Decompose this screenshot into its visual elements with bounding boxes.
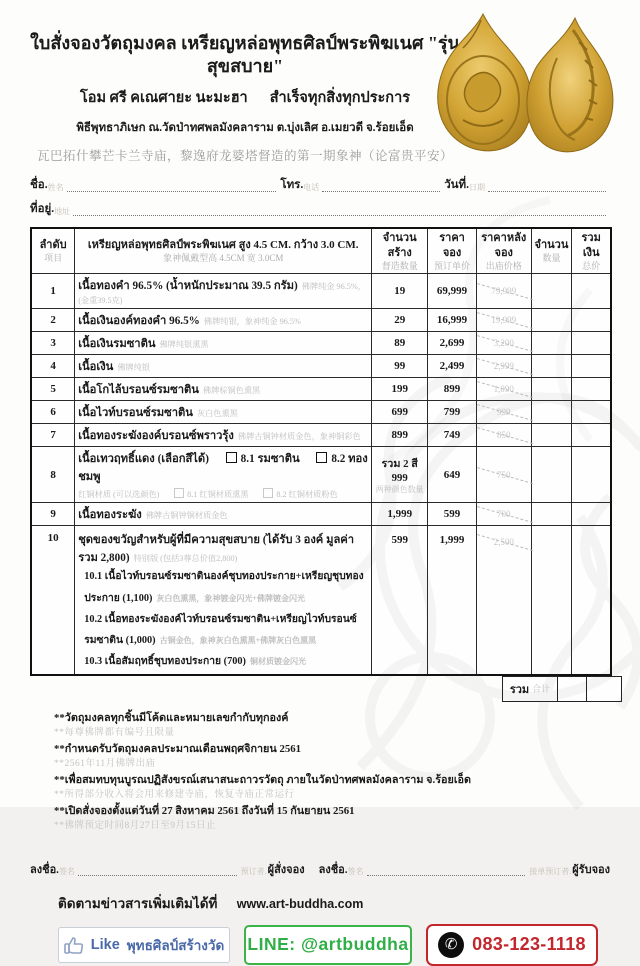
after-price: 1,090 — [493, 384, 514, 395]
col-count: จำนวน — [534, 239, 569, 252]
receiver-signature-input[interactable] — [367, 863, 526, 876]
address-label: ที่อยู่. — [30, 203, 55, 215]
checkbox-8-1[interactable] — [226, 452, 237, 463]
table-row — [31, 274, 611, 309]
after-price: 2,999 — [493, 361, 514, 372]
made-quantity: 99 — [372, 355, 428, 378]
gift-subitem-1-cn: 灰白色熏黑，象神镀金闪光+佛牌镀金闪光 — [156, 593, 305, 603]
booking-price: 2,699 — [428, 332, 477, 355]
total-amount-cell[interactable] — [572, 355, 611, 378]
made-quantity: 1,999 — [372, 503, 428, 526]
total-amount-cell[interactable] — [572, 378, 611, 401]
sign-label-cn: 签名 — [347, 866, 364, 876]
mantra-line — [30, 86, 460, 109]
option-8-1-label: 8.1 รมซาติน — [240, 453, 300, 466]
name-input[interactable] — [67, 177, 277, 192]
like-label: Like — [90, 936, 120, 953]
item-description-cn: 佛牌纯银熏黑 — [159, 340, 209, 350]
phone-input[interactable] — [322, 177, 440, 192]
item-description: เนื้อทองระฆังองค์บรอนซ์พราวรุ้ง — [78, 430, 234, 443]
facebook-like-button[interactable] — [58, 927, 230, 963]
booking-price: 1,999 — [428, 526, 477, 675]
option-8-2-label: 8.2 ทองชมพู — [78, 453, 368, 484]
item-description-cn: 佛牌古铜钟铜材质金色 — [145, 511, 228, 521]
gift-subitem-1: 10.1 เนื้อไวท์บรอนซ์รมซาตินองค์ชุบทองประกาย+เหรียญชุบทองประกาย (1,100) — [84, 571, 364, 604]
gift-subitem-2-cn: 古铜金色，象神灰白色熏黑+佛牌灰白色熏黑 — [159, 635, 317, 645]
date-label: วันที่. — [444, 179, 469, 191]
grand-total-amount-cell[interactable] — [587, 676, 622, 702]
note-cn: **佛牌预定时间8月27日至9月15日止 — [54, 820, 217, 831]
orderer-label: ผู้สั่งจอง — [267, 863, 305, 876]
line-contact-button[interactable] — [244, 925, 412, 965]
col-desc-cn: 象神佩戴型高 4.5CM 宽 3.0CM — [163, 253, 284, 264]
gift-subitem-3-cn: 铜材质镀金闪光 — [249, 656, 306, 666]
after-price: 850 — [496, 430, 511, 441]
item-description-cn: 佛牌纯金 96.5%，(金重39.5克) — [78, 282, 366, 306]
col-desc: เหรียญหล่อพุทธศิลป์พระพิฆเนศ สูง 4.5 CM. กว้าง 3.0 CM. — [87, 239, 359, 252]
grand-total-label: รวม — [509, 683, 530, 696]
grand-total-row — [502, 676, 622, 702]
after-price: 19,999 — [491, 315, 517, 326]
checkbox-8-2-cn[interactable] — [263, 488, 273, 498]
col-no-cn: 项目 — [44, 253, 63, 264]
booking-price: 2,499 — [428, 355, 477, 378]
after-price: 700 — [496, 509, 511, 520]
order-quantity-cell[interactable] — [531, 526, 572, 675]
order-table — [30, 227, 612, 676]
name-phone-date-row — [30, 174, 610, 194]
address-row — [30, 198, 610, 218]
table-row — [31, 355, 611, 378]
item-description-cn: 佛牌棕铜色熏黑 — [202, 386, 261, 396]
amulet-images — [423, 8, 628, 166]
item-description: เนื้อทองระฆัง — [78, 509, 142, 522]
total-amount-cell[interactable] — [572, 274, 611, 309]
order-quantity-cell[interactable] — [531, 378, 572, 401]
total-amount-cell[interactable] — [572, 401, 611, 424]
sign-label-cn: 签名 — [58, 866, 75, 876]
gift-subitem-3: 10.3 เนื้อสัมฤทธิ์ชุบทองประกาย (700) — [84, 655, 246, 667]
date-label-cn: 日期 — [469, 183, 485, 192]
mantra-text: โอม ศรี คเณศายะ นะมะฮา — [79, 90, 248, 106]
after-price: 3,200 — [493, 338, 514, 349]
total-amount-cell[interactable] — [572, 526, 611, 675]
sign-label: ลงชื่อ. — [30, 863, 59, 876]
name-label-cn: 姓名 — [47, 183, 64, 192]
phone-icon: ✆ — [438, 932, 464, 958]
note-cn: **每尊佛牌都有编号且限量 — [54, 728, 175, 739]
col-made: จำนวนสร้าง — [382, 232, 417, 259]
item-number: 1 — [31, 274, 75, 309]
table-row — [31, 309, 611, 332]
note-th: **เปิดสั่งจองตั้งแต่วันที่ 27 สิงหาคม 2561 ถึงวันที่ 15 กันยายน 2561 — [54, 804, 355, 817]
item-number: 7 — [31, 424, 75, 447]
note-th: **กำหนดรับวัตถุมงคลประมาณเดือนพฤศจิกายน 2561 — [54, 742, 302, 755]
item-number: 2 — [31, 309, 75, 332]
order-quantity-cell[interactable] — [531, 309, 572, 332]
made-quantity: 89 — [372, 332, 428, 355]
grand-total-label-cn: 合计 — [532, 684, 551, 695]
signature-row — [30, 860, 610, 878]
blessing-text: สำเร็จทุกสิ่งทุกประการ — [269, 90, 411, 106]
checkbox-8-1-cn[interactable] — [174, 488, 184, 498]
total-amount-cell[interactable] — [572, 424, 611, 447]
item-description-cn: 佛牌古铜钟材质金色，象神铜彩色 — [237, 432, 361, 442]
item-description: เนื้อเงิน — [78, 361, 114, 374]
form-header — [30, 0, 610, 170]
item-description-cn: 佛牌纯银，象神纯金 96.5% — [203, 317, 301, 327]
item-description-cn: 佛牌纯银 — [117, 363, 151, 373]
col-price: ราคาจอง — [439, 232, 465, 259]
col-count-cn: 数量 — [542, 253, 561, 264]
table-row — [31, 332, 611, 355]
gift-subitem-2: 10.2 เนื้อทองระฆังองค์ไวท์บรอนซ์รมซาติน+เหรียญไวท์บรอนซ์รมซาติน (1,000) — [84, 613, 357, 646]
col-price-cn: 预订单价 — [434, 260, 471, 271]
receiver-label: ผู้รับจอง — [572, 863, 610, 876]
booking-price: 69,999 — [428, 274, 477, 309]
total-amount-cell[interactable] — [572, 503, 611, 526]
item-number: 10 — [31, 526, 75, 675]
item-number: 6 — [31, 401, 75, 424]
address-label-cn: 地址 — [54, 207, 71, 216]
order-quantity-cell[interactable] — [531, 274, 572, 309]
order-quantity-cell[interactable] — [531, 503, 572, 526]
after-price: 999 — [496, 407, 511, 418]
made-quantity: 899 — [372, 424, 428, 447]
booking-price: 16,999 — [428, 309, 477, 332]
like-page-name: พุทธศิลป์สร้างวัด — [126, 937, 225, 953]
ceremony-line-chinese: 瓦巴拓什攀芒卡兰寺庙，黎逸府龙婆塔督造的第一期象神（论富贵平安） — [36, 149, 453, 163]
order-quantity-cell[interactable] — [531, 332, 572, 355]
total-amount-cell[interactable] — [572, 332, 611, 355]
website-link[interactable]: www.art-buddha.com — [236, 896, 364, 911]
ceremony-line: พิธีพุทธาภิเษก ณ.วัดป่าทศพลมังคลาราม ต.บุ่งเลิศ อ.เมยวดี จ.ร้อยเอ็ด — [76, 122, 414, 134]
table-header-row — [31, 228, 611, 274]
page-title: ใบสั่งจองวัตถุมงคล เหรียญหล่อพุทธศิลป์พระพิฆเนศ "รุ่นสุขสบาย" — [30, 33, 460, 76]
total-amount-cell[interactable] — [572, 309, 611, 332]
notes-section — [54, 710, 610, 834]
follow-text: ติดตามข่าวสารเพิ่มเติมได้ที่ — [58, 895, 218, 911]
col-total: รวมเงิน — [581, 232, 601, 259]
col-total-cn: 总价 — [582, 260, 601, 271]
item-description-cn: 灰白色熏黑 — [196, 409, 238, 419]
item-description: เนื้อไวท์บรอนซ์รมซาติน — [78, 407, 193, 420]
after-price: 79,999 — [491, 286, 517, 297]
item-description: เนื้อเงินรมซาติน — [78, 338, 156, 351]
made-quantity: 29 — [372, 309, 428, 332]
thumbs-up-icon — [64, 936, 84, 954]
phone-label-cn: 电话 — [303, 183, 320, 192]
item-description: เนื้อเงินองค์ทองคำ 96.5% — [78, 315, 200, 328]
booking-price: 899 — [428, 378, 477, 401]
table-row — [31, 378, 611, 401]
footer-section — [30, 892, 610, 966]
item-description: ชุดของขวัญสำหรับผู้ที่มีความสุขสบาย (ได้รับ 3 องค์ มูลค่ารวม 2,800) — [78, 534, 355, 565]
grand-total-quantity-cell[interactable] — [558, 676, 587, 702]
made-quantity: 699 — [372, 401, 428, 424]
phone-number: 083-123-1118 — [472, 934, 586, 955]
sign-label: ลงชื่อ. — [318, 863, 348, 876]
col-after: ราคาหลังจอง — [481, 232, 527, 259]
orderer-signature-input[interactable] — [78, 863, 237, 876]
name-label: ชื่อ. — [30, 179, 48, 191]
table-row-gift-set — [31, 526, 611, 675]
made-quantity: รวม 2 สี 999 — [381, 457, 418, 484]
made-quantity: 19 — [372, 274, 428, 309]
item-number: 9 — [31, 503, 75, 526]
table-row — [31, 401, 611, 424]
note-th: **วัตถุมงคลทุกชิ้นมีโค้ดและหมายเลขกำกับทุกองค์ — [54, 711, 289, 724]
col-after-cn: 出庙价格 — [485, 260, 522, 271]
phone-label: โทร. — [280, 179, 304, 191]
item-description-cn: 红铜材质 (可以选颜色) — [78, 490, 160, 500]
after-price: 750 — [496, 469, 511, 480]
item-description: เนื้อทองคำ 96.5% (น้ำหนักประมาณ 39.5 กรัม) — [78, 280, 298, 293]
note-cn: **所得部分收入将会用来修建寺庙，恢复寺庙正常运行 — [54, 789, 295, 800]
made-quantity-cn: 两种颜色数量 — [375, 484, 424, 494]
note-th: **เพื่อสมทบทุนบูรณปฏิสังขรณ์เสนาสนะถาวรวัตถุ ภายในวัดป่าทศพลมังคลาราม จ.ร้อยเอ็ด — [54, 773, 472, 786]
receiver-label-cn: 接单预订者. — [529, 866, 572, 876]
orderer-label-cn: 预订者. — [240, 866, 267, 876]
col-made-cn: 督造数量 — [381, 260, 418, 271]
header-text-block — [30, 0, 460, 164]
order-quantity-cell[interactable] — [531, 424, 572, 447]
table-row — [31, 424, 611, 447]
item-description: เนื้อเทวฤทธิ์แดง (เลือกสีได้) — [78, 453, 209, 466]
order-quantity-cell[interactable] — [531, 355, 572, 378]
total-amount-cell[interactable] — [572, 447, 611, 503]
item-description-cn: 特别版 (包括3尊总价值2,800) — [133, 554, 238, 564]
item-number: 8 — [31, 447, 75, 503]
phone-contact-button[interactable] — [426, 924, 598, 966]
made-quantity: 199 — [372, 378, 428, 401]
order-quantity-cell[interactable] — [531, 401, 572, 424]
checkbox-8-2[interactable] — [316, 452, 327, 463]
item-number: 4 — [31, 355, 75, 378]
order-quantity-cell[interactable] — [531, 447, 572, 503]
table-row — [31, 503, 611, 526]
ganesha-amulet-back — [527, 18, 613, 152]
made-quantity: 599 — [372, 526, 428, 675]
table-row-color-choice — [31, 447, 611, 503]
after-price: 2,500 — [493, 537, 514, 548]
col-no: ลำดับ — [39, 239, 67, 252]
item-description: เนื้อโกไล้บรอนซ์รมซาติน — [78, 384, 199, 397]
line-id-label: LINE: @artbuddha — [247, 934, 409, 955]
date-input[interactable] — [488, 177, 606, 192]
booking-price: 749 — [428, 424, 477, 447]
option-8-1-label-cn: 8.1 红铜材质熏黑 — [187, 490, 249, 500]
option-8-2-label-cn: 8.2 红铜材质粉色 — [276, 490, 338, 500]
note-cn: **2561年11月佛牌出庙 — [54, 759, 156, 770]
item-number: 3 — [31, 332, 75, 355]
item-number: 5 — [31, 378, 75, 401]
booking-price: 599 — [428, 503, 477, 526]
ganesha-amulet-front — [438, 14, 532, 151]
booking-price: 649 — [428, 447, 477, 503]
booking-price: 799 — [428, 401, 477, 424]
address-input[interactable] — [73, 201, 606, 216]
